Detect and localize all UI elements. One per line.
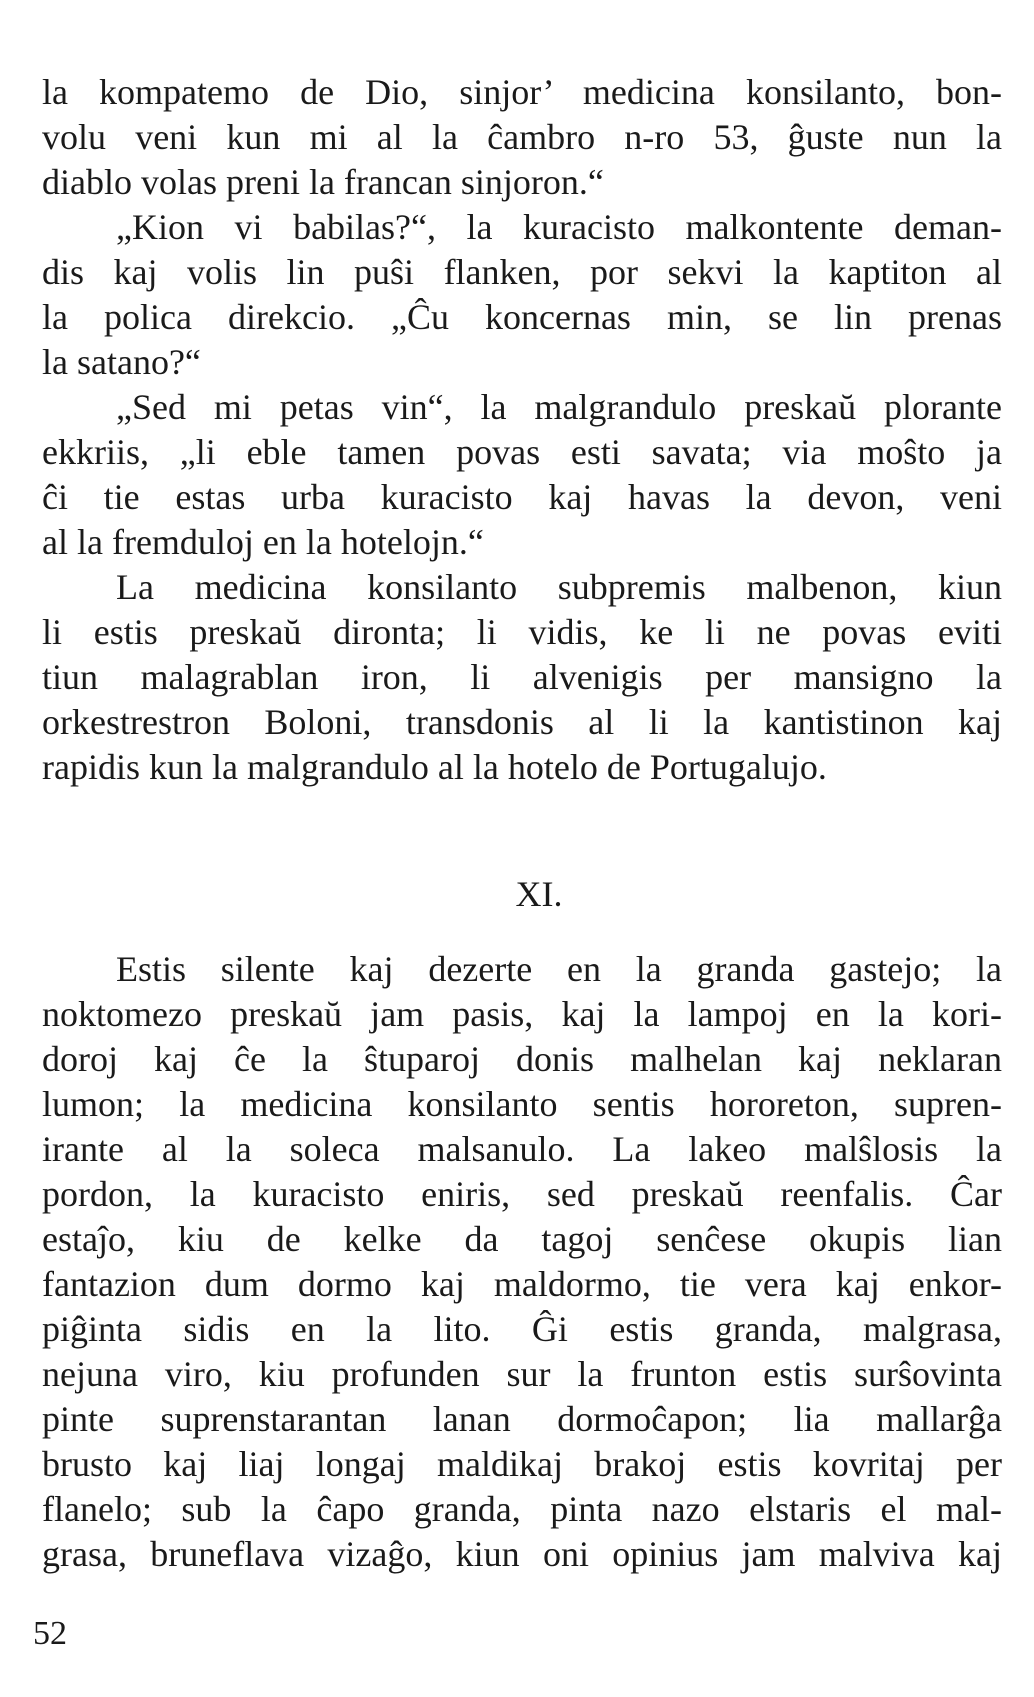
text-line: grasa, bruneflava vizaĝo, kiun oni opinius jam malviva kaj [42, 1534, 1002, 1574]
text-line: brusto kaj liaj longaj maldikaj brakoj estis kovritaj per [42, 1444, 1002, 1484]
text-line: „Sed mi petas vin“, la malgrandulo preskaŭ plorante [116, 387, 1002, 427]
text-line: orkestrestron Boloni, transdonis al li la kantistinon kaj [42, 702, 1002, 742]
text-line: tiun malagrablan iron, li alvenigis per mansigno la [42, 657, 1002, 697]
text-line: fantazion dum dormo kaj maldormo, tie vera kaj enkor- [42, 1264, 1002, 1304]
text-line: la kompatemo de Dio, sinjor’ medicina konsilanto, bon- [42, 72, 1002, 112]
text-line: flanelo; sub la ĉapo granda, pinta nazo elstaris el mal- [42, 1489, 1002, 1529]
text-line: al la fremduloj en la hotelojn.“ [42, 522, 484, 562]
text-line: doroj kaj ĉe la ŝtuparoj donis malhelan kaj neklaran [42, 1039, 1002, 1079]
text-line: li estis preskaŭ dironta; li vidis, ke li ne povas eviti [42, 612, 1002, 652]
page-number: 52 [33, 1615, 67, 1652]
text-line: estaĵo, kiu de kelke da tagoj senĉese okupis lian [42, 1219, 1002, 1259]
text-line: ĉi tie estas urba kuracisto kaj havas la devon, veni [42, 477, 1002, 517]
text-line: pordon, la kuracisto eniris, sed preskaŭ reenfalis. Ĉar [42, 1174, 1002, 1214]
chapter-heading: XI. [515, 874, 563, 914]
text-line: noktomezo preskaŭ jam pasis, kaj la lampoj en la kori- [42, 994, 1002, 1034]
text-line: piĝinta sidis en la lito. Ĝi estis granda, malgrasa, [42, 1309, 1002, 1349]
text-line: lumon; la medicina konsilanto sentis hororeton, supren- [42, 1084, 1002, 1124]
text-line: „Kion vi babilas?“, la kuracisto malkontente deman- [116, 207, 1002, 247]
text-block-lower [42, 947, 1002, 1577]
text-line: pinte suprenstarantan lanan dormoĉapon; lia mallarĝa [42, 1399, 1002, 1439]
text-line: la satano?“ [42, 342, 201, 382]
text-line: dis kaj volis lin puŝi flanken, por sekvi la kaptiton al [42, 252, 1002, 292]
text-line: ekkriis, „li eble tamen povas esti savata; via moŝto ja [42, 432, 1002, 472]
text-line: diablo volas preni la francan sinjoron.“ [42, 162, 604, 202]
text-line: La medicina konsilanto subpremis malbenon, kiun [116, 567, 1002, 607]
text-line: la polica direkcio. „Ĉu koncernas min, se lin prenas [42, 297, 1002, 337]
text-line: rapidis kun la malgrandulo al la hotelo de Portugalujo. [42, 747, 827, 787]
text-line: Estis silente kaj dezerte en la granda gastejo; la [116, 949, 1002, 989]
text-line: irante al la soleca malsanulo. La lakeo malŝlosis la [42, 1129, 1002, 1169]
text-block-upper [42, 70, 1002, 790]
text-line: nejuna viro, kiu profunden sur la frunton estis surŝovinta [42, 1354, 1002, 1394]
text-line: volu veni kun mi al la ĉambro n-ro 53, ĝuste nun la [42, 117, 1002, 157]
